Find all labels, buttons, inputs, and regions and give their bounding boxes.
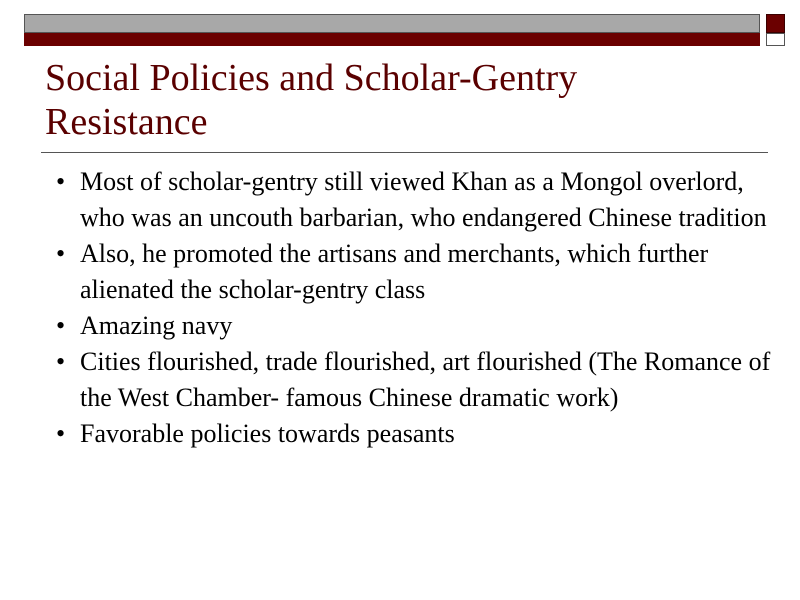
corner-square-filled xyxy=(766,14,785,33)
bullet-text: Favorable policies towards peasants xyxy=(80,419,455,448)
bullet-text: Amazing navy xyxy=(80,311,233,340)
slide-title-line-1: Social Policies and Scholar-Gentry xyxy=(45,57,578,99)
bullet-text: Also, he promoted the artisans and merchants, which further alienated the scholar-gentry class xyxy=(80,239,709,304)
bullet-icon: • xyxy=(56,239,66,268)
title-divider xyxy=(41,152,768,153)
corner-square-outline xyxy=(766,33,785,46)
bullet-icon: • xyxy=(56,167,66,196)
slide-title-line-2: Resistance xyxy=(45,101,208,143)
bullet-text: Most of scholar-gentry still viewed Khan as a Mongol overlord, who was an uncouth barbarian, who endangered Chinese tradition xyxy=(80,167,767,232)
bullet-text: Cities flourished, trade flourished, art flourished (The Romance of the West Chamber- famous Chinese dramatic work) xyxy=(80,347,771,412)
slide-title xyxy=(45,56,765,144)
bullet-item xyxy=(56,416,776,452)
bullet-item xyxy=(56,344,776,416)
bullet-icon: • xyxy=(56,311,66,340)
bullet-icon: • xyxy=(56,419,66,448)
header-gray-band xyxy=(24,14,760,33)
header-accent-bar xyxy=(24,33,760,46)
bullet-list xyxy=(56,164,776,452)
bullet-item xyxy=(56,164,776,236)
bullet-item xyxy=(56,236,776,308)
bullet-icon: • xyxy=(56,347,66,376)
bullet-item xyxy=(56,308,776,344)
